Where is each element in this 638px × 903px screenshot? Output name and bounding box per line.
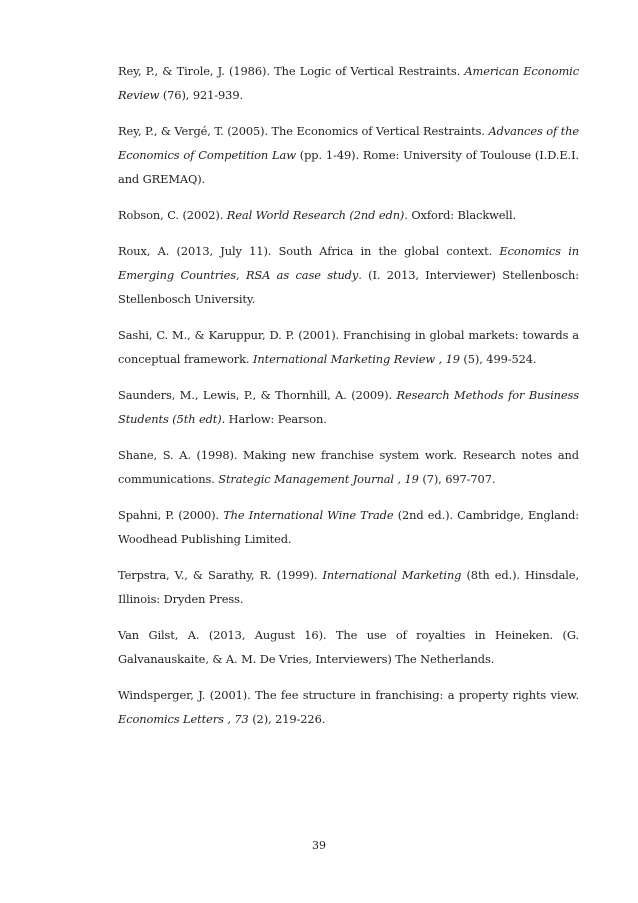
reference-text: Rey, P., & Vergé, T. (2005). The Economics of Vertical Restraints.: [118, 124, 489, 138]
reference-details: (2nd ed.). Cambridge, England: Woodhead Publishing Limited.: [118, 508, 579, 546]
reference-details: (2), 219-226.: [248, 712, 326, 726]
reference-details: . (I. 2013, Interviewer) Stellenbosch: Stellenbosch University.: [118, 268, 579, 306]
reference-entry: [118, 203, 579, 227]
reference-details: . Harlow: Pearson.: [221, 412, 327, 426]
reference-source-title: Real World Research (2nd edn): [226, 208, 405, 222]
reference-entry: [118, 383, 579, 431]
reference-details: (76), 921-939.: [159, 88, 243, 102]
reference-entry: [118, 119, 579, 191]
reference-entry: [118, 59, 579, 107]
reference-entry: [118, 323, 579, 371]
reference-text: Saunders, M., Lewis, P., & Thornhill, A. (2009).: [118, 388, 397, 402]
reference-entry: [118, 503, 579, 551]
reference-details: (8th ed.). Hinsdale, Illinois: Dryden Press.: [118, 568, 579, 606]
reference-text: Van Gilst, A. (2013, August 16). The use of royalties in Heineken. (G. Galvanauskaite, & A. M. De Vries, Interviewers) The Netherlands.: [118, 628, 579, 666]
reference-details: . Oxford: Blackwell.: [404, 208, 517, 222]
reference-source-title: Research Methods for Business Students (5th edt): [118, 388, 579, 426]
reference-text: Roux, A. (2013, July 11). South Africa in the global context.: [118, 244, 500, 258]
reference-details: (5), 499-524.: [459, 352, 537, 366]
reference-source-title: Economics in Emerging Countries, RSA as case study: [118, 244, 579, 282]
reference-source-title: International Marketing: [322, 568, 462, 582]
reference-entry: [118, 443, 579, 491]
reference-source-title: The International Wine Trade: [223, 508, 394, 522]
reference-source-title: International Marketing Review , 19: [252, 352, 460, 366]
reference-source-title: Advances of the Economics of Competition Law: [118, 124, 580, 162]
reference-text: Robson, C. (2002).: [118, 208, 227, 222]
reference-text: Rey, P., & Tirole, J. (1986). The Logic of Vertical Restraints.: [118, 64, 465, 78]
reference-text: Terpstra, V., & Sarathy, R. (1999).: [118, 568, 323, 582]
reference-text: Sashi, C. M., & Karuppur, D. P. (2001). Franchising in global markets: towards a conceptual framework.: [118, 328, 579, 366]
reference-source-title: Strategic Management Journal , 19: [218, 472, 419, 486]
reference-entry: [118, 683, 579, 731]
reference-list: [118, 59, 579, 743]
reference-entry: [118, 623, 579, 671]
reference-details: (7), 697-707.: [418, 472, 496, 486]
reference-entry: [118, 563, 579, 611]
reference-text: Shane, S. A. (1998). Making new franchise system work. Research notes and communications.: [118, 448, 579, 486]
page-number: 39: [312, 839, 326, 852]
reference-text: Windsperger, J. (2001). The fee structure in franchising: a property rights view.: [118, 688, 579, 702]
reference-text: Spahni, P. (2000).: [118, 508, 224, 522]
reference-entry: [118, 239, 579, 311]
reference-source-title: Economics Letters , 73: [118, 712, 249, 726]
reference-details: (pp. 1-49). Rome: University of Toulouse (I.D.E.I. and GREMAQ).: [118, 148, 579, 186]
reference-source-title: American Economic Review: [118, 64, 579, 102]
